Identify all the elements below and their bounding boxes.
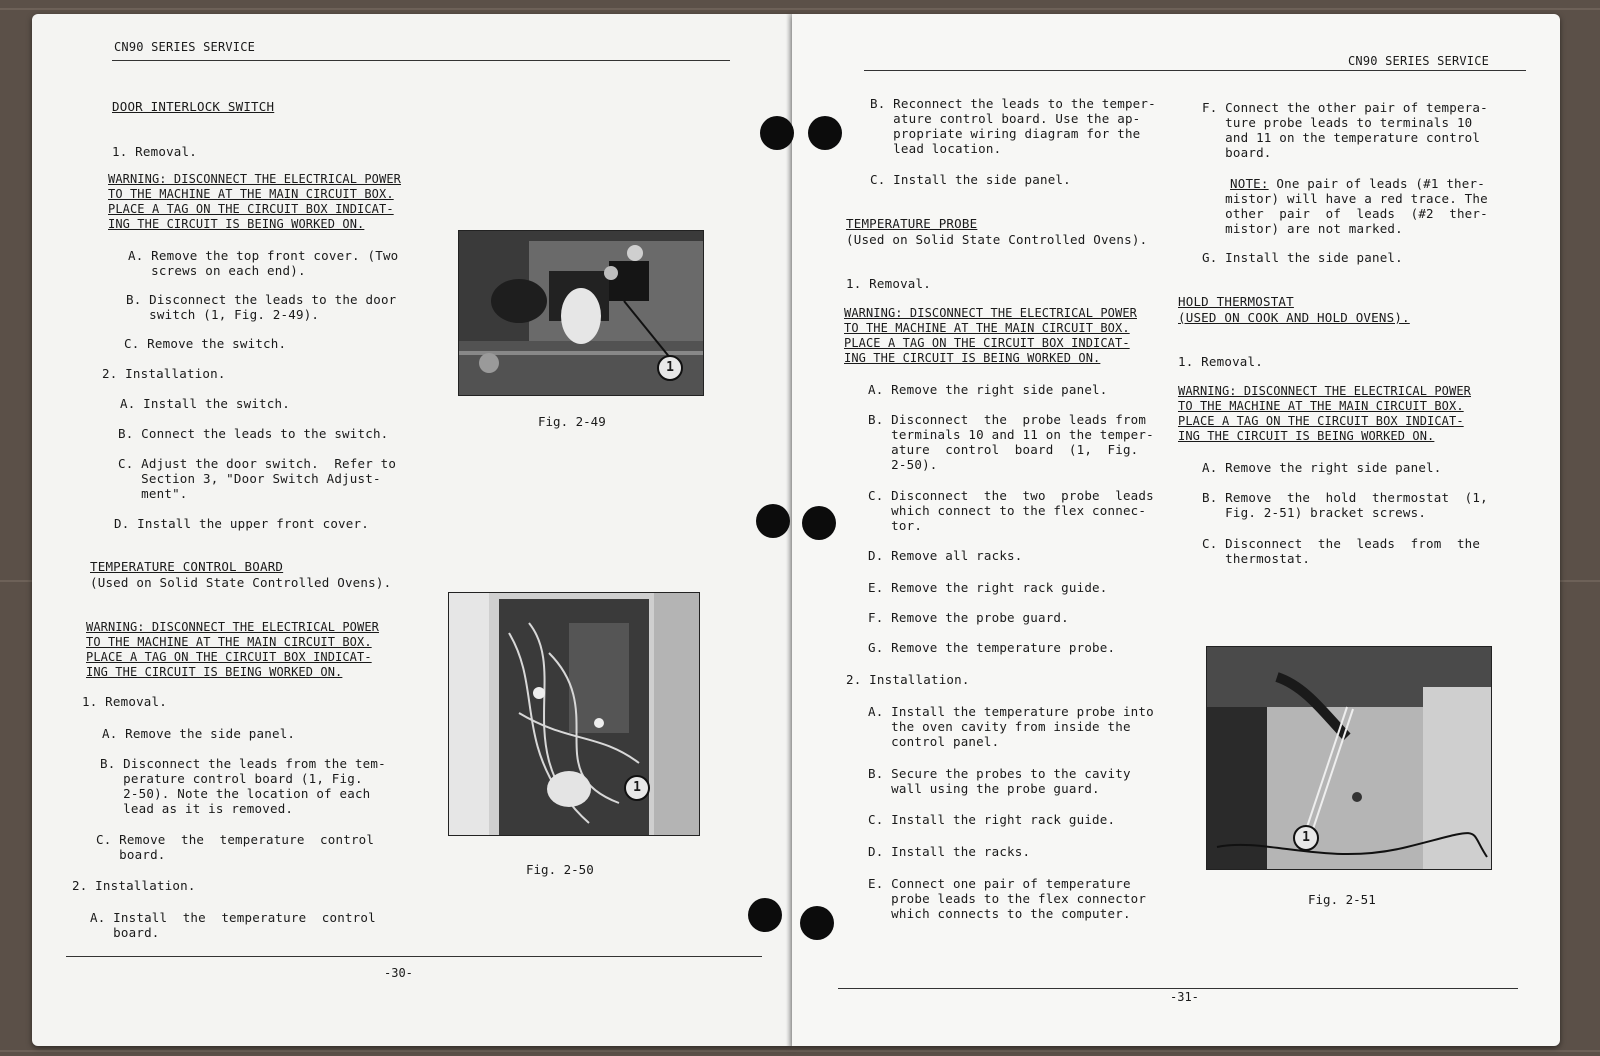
wood-grain xyxy=(0,1050,1600,1052)
inst-a: A. Install the temperature probe into the oven cavity from inside the control panel. xyxy=(868,704,1154,749)
section-title: TEMPERATURE CONTROL BOARD xyxy=(90,559,284,574)
inst-d: D. Install the racks. xyxy=(868,844,1031,859)
removal-heading: 1. Removal. xyxy=(846,276,931,291)
page-header: CN90 SERIES SERVICE xyxy=(1348,54,1490,68)
figure-caption: Fig. 2-51 xyxy=(1308,892,1376,907)
binder-hole xyxy=(800,906,834,940)
step-b: B. Disconnect the probe leads from terminals 10 and 11 on the temper- ature control board (1, Fig. 2-50). xyxy=(868,412,1154,472)
step-d: D. Remove all racks. xyxy=(868,548,1023,563)
step-c: C. Disconnect the leads from the thermostat. xyxy=(1202,536,1481,566)
binder-hole xyxy=(756,504,790,538)
figure-photo xyxy=(1206,646,1492,870)
step-a: A. Remove the side panel. xyxy=(102,726,296,741)
step-b: B. Disconnect the leads from the tem- perature control board (1, Fig. 2-50). Note the location of each lead as it is removed. xyxy=(100,756,386,816)
step-b: B. Remove the hold thermostat (1, Fig. 2-51) bracket screws. xyxy=(1202,490,1488,520)
installation-heading: 2. Installation. xyxy=(846,672,970,687)
figure-illustration xyxy=(1207,647,1491,869)
inst-c: C. Adjust the door switch. Refer to Section 3, "Door Switch Adjust- ment". xyxy=(118,456,397,501)
header-rule xyxy=(112,60,730,61)
binder-hole xyxy=(802,506,836,540)
warning-block: WARNING: DISCONNECT THE ELECTRICAL POWER TO THE MACHINE AT THE MAIN CIRCUIT BOX. PLACE A TAG ON THE CIRCUIT BOX INDICAT- ING THE CIRCUIT IS BEING WORKED ON. xyxy=(86,620,379,679)
step-c: C. Disconnect the two probe leads which connect to the flex connec- tor. xyxy=(868,488,1154,533)
section-title: HOLD THERMOSTAT xyxy=(1178,294,1294,309)
figure-caption: Fig. 2-49 xyxy=(538,414,606,429)
footer-rule xyxy=(838,988,1518,989)
right-page xyxy=(792,14,1560,1046)
inst-a: A. Install the switch. xyxy=(120,396,290,411)
callout-marker: 1 xyxy=(657,355,683,381)
warning-block: WARNING: DISCONNECT THE ELECTRICAL POWER TO THE MACHINE AT THE MAIN CIRCUIT BOX. PLACE A TAG ON THE CIRCUIT BOX INDICAT- ING THE CIRCUIT IS BEING WORKED ON. xyxy=(844,306,1137,365)
step-c: C. Remove the temperature control board. xyxy=(96,832,375,862)
figure-caption: Fig. 2-50 xyxy=(526,862,594,877)
inst-a: A. Install the temperature control board. xyxy=(90,910,376,940)
inst-b: B. Connect the leads to the switch. xyxy=(118,426,389,441)
inst-d: D. Install the upper front cover. xyxy=(114,516,369,531)
callout-marker: 1 xyxy=(1293,825,1319,851)
section-title: TEMPERATURE PROBE xyxy=(846,216,978,231)
inst-b: B. Secure the probes to the cavity wall using the probe guard. xyxy=(868,766,1131,796)
figure-photo xyxy=(458,230,704,396)
callout-marker: 1 xyxy=(624,775,650,801)
step-c: C. Install the side panel. xyxy=(870,172,1071,187)
warning-block: WARNING: DISCONNECT THE ELECTRICAL POWER TO THE MACHINE AT THE MAIN CIRCUIT BOX. PLACE A TAG ON THE CIRCUIT BOX INDICAT- ING THE CIRCUIT IS BEING WORKED ON. xyxy=(1178,384,1471,443)
step-a: A. Remove the right side panel. xyxy=(868,382,1108,397)
warning-block: WARNING: DISCONNECT THE ELECTRICAL POWER TO THE MACHINE AT THE MAIN CIRCUIT BOX. PLACE A TAG ON THE CIRCUIT BOX INDICAT- ING THE CIRCUIT IS BEING WORKED ON. xyxy=(108,172,401,231)
step-e: E. Remove the right rack guide. xyxy=(868,580,1108,595)
step-g: G. Remove the temperature probe. xyxy=(868,640,1116,655)
installation-heading: 2. Installation. xyxy=(72,878,196,893)
step-c: C. Remove the switch. xyxy=(124,336,287,351)
step-g: G. Install the side panel. xyxy=(1202,250,1403,265)
step-f: F. Remove the probe guard. xyxy=(868,610,1069,625)
header-rule xyxy=(864,70,1526,71)
inst-c: C. Install the right rack guide. xyxy=(868,812,1116,827)
page-number: -31- xyxy=(1170,990,1199,1004)
binder-hole xyxy=(808,116,842,150)
inst-e: E. Connect one pair of temperature probe leads to the flex connector which connects to the computer. xyxy=(868,876,1147,921)
wood-grain xyxy=(0,8,1600,10)
figure-photo xyxy=(448,592,700,836)
section-subtitle: (Used on Solid State Controlled Ovens). xyxy=(90,575,392,590)
step-b: B. Reconnect the leads to the temper- ature control board. Use the ap- propriate wiring diagram for the lead location. xyxy=(870,96,1156,156)
section-title: DOOR INTERLOCK SWITCH xyxy=(112,99,275,114)
step-b: B. Disconnect the leads to the door switch (1, Fig. 2-49). xyxy=(126,292,397,322)
removal-heading: 1. Removal. xyxy=(112,144,197,159)
section-subtitle: (USED ON COOK AND HOLD OVENS). xyxy=(1178,310,1410,325)
binder-hole xyxy=(748,898,782,932)
note-block: NOTE: One pair of leads (#1 ther- mistor) will have a red trace. The other pair of leads (#2 ther- mistor) are not marked. xyxy=(1225,176,1488,236)
left-page xyxy=(32,14,792,1046)
figure-illustration xyxy=(449,593,699,835)
step-f: F. Connect the other pair of tempera- ture probe leads to terminals 10 and 11 on the temperature control board. xyxy=(1202,100,1488,160)
section-subtitle: (Used on Solid State Controlled Ovens). xyxy=(846,232,1148,247)
step-a: A. Remove the right side panel. xyxy=(1202,460,1442,475)
page-number: -30- xyxy=(384,966,413,980)
page-header: CN90 SERIES SERVICE xyxy=(114,40,256,54)
removal-heading: 1. Removal. xyxy=(1178,354,1263,369)
footer-rule xyxy=(66,956,762,957)
installation-heading: 2. Installation. xyxy=(102,366,226,381)
removal-heading: 1. Removal. xyxy=(82,694,167,709)
step-a: A. Remove the top front cover. (Two screws on each end). xyxy=(128,248,399,278)
binder-hole xyxy=(760,116,794,150)
